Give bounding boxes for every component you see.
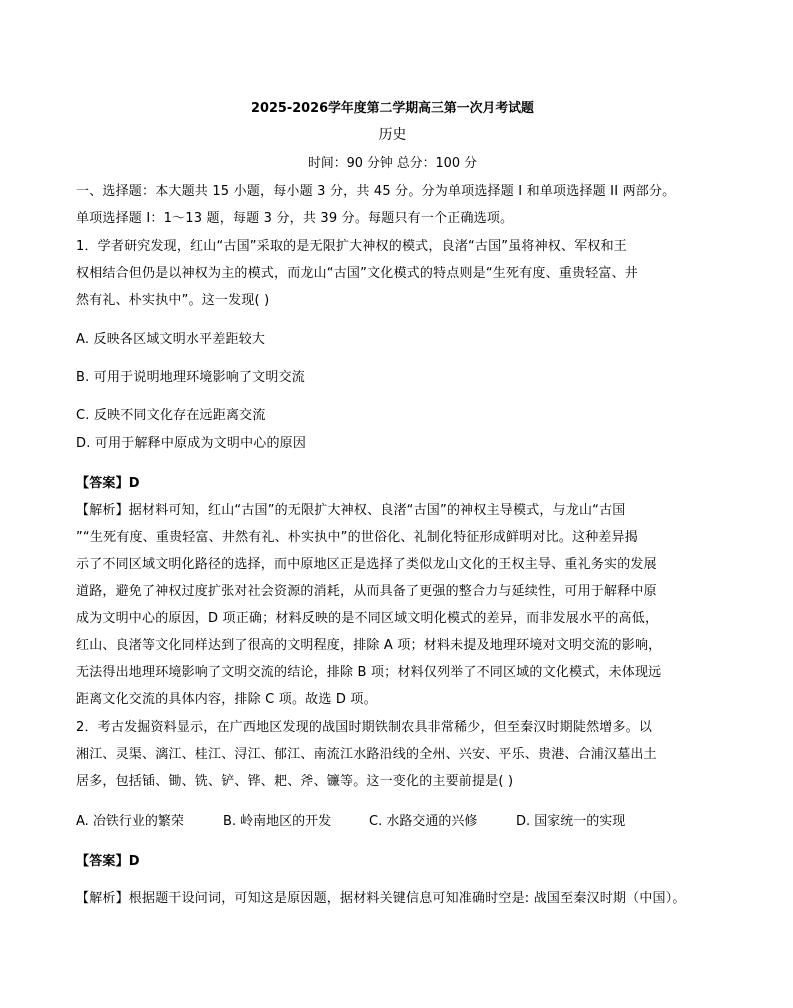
q2-stem-line: 居多，包括锸、锄、铣、铲、铧、耙、斧、镰等。这一变化的主要前提是( ): [76, 774, 514, 789]
q1-analysis-line: 【解析】据材料可知，红山“古国”的无限扩大神权、良渚“古国”的神权主导模式，与龙山“古国: [76, 503, 626, 518]
q2-answer: 【答案】D: [76, 854, 140, 869]
q1-option-c: C. 反映不同文化存在远距离交流: [76, 408, 266, 423]
q2-option-b: B. 岭南地区的开发: [223, 814, 332, 829]
q2-option-a: A. 冶铁行业的繁荣: [76, 814, 184, 829]
q1-analysis-line: 示了不同区域文明化路径的选择，而中原地区正是选择了类似龙山文化的王权主导、重礼务实的发展: [76, 557, 657, 572]
q2-stem-line: 湘江、灵渠、漓江、桂江、浔江、郁江、南流江水路沿线的全州、兴安、平乐、贵港、合浦汉墓出土: [76, 747, 657, 762]
q1-stem-line: 然有礼、朴实执中”。这一发现( ): [76, 293, 270, 308]
q1-stem-line: 权相结合但仍是以神权为主的模式，而龙山“古国”文化模式的特点则是“生死有度、重贵轻富、井: [76, 266, 639, 281]
q1-option-d: D. 可用于解释中原成为文明中心的原因: [76, 436, 307, 451]
q1-option-b: B. 可用于说明地理环境影响了文明交流: [76, 370, 305, 385]
exam-title: 2025-2026学年度第二学期高三第一次月考试题: [251, 101, 534, 116]
q2-analysis-line: 【解析】根据题干设问词，可知这是原因题，据材料关键信息可知准确时空是: 战国至秦汉时期（中国）。: [76, 891, 686, 906]
q2-stem-line: 2．考古发掘资料显示，在广西地区发现的战国时期铁制农具非常稀少，但至秦汉时期陡然增多。以: [76, 720, 653, 735]
q2-option-c: C. 水路交通的兴修: [369, 814, 478, 829]
q1-analysis-line: 距离文化交流的具体内容，排除 C 项。故选 D 项。: [76, 692, 377, 707]
q1-analysis-line: ”“生死有度、重贵轻富、井然有礼、朴实执中”的世俗化、礼制化特征形成鲜明对比。这种差异揭: [76, 530, 639, 545]
time-info: 时间：90 分钟 总分：100 分: [307, 156, 478, 171]
q2-option-d: D. 国家统一的实现: [516, 814, 626, 829]
q1-answer: 【答案】D: [76, 476, 140, 491]
q1-analysis-line: 红山、良渚等文化同样达到了很高的文明程度，排除 A 项；材料未提及地理环境对文明交流的影响，: [76, 638, 662, 653]
section-heading: 一、选择题：本大题共 15 小题，每小题 3 分，共 45 分。分为单项选择题 I 和单项选择题 II 两部分。: [76, 184, 676, 199]
q1-stem-line: 1．学者研究发现，红山“古国”采取的是无限扩大神权的模式，良渚“古国”虽将神权、军权和王: [76, 239, 628, 254]
q1-analysis-line: 无法得出地理环境影响了文明交流的结论，排除 B 项；材料仅列举了不同区域的文化模式，未体现远: [76, 665, 662, 680]
q1-analysis-line: 道路，避免了神权过度扩张对社会资源的消耗，从而具备了更强的整合力与延续性，可用于解释中原: [76, 584, 657, 599]
q1-analysis-line: 成为文明中心的原因，D 项正确；材料反映的是不同区域文明化模式的差异，而非发展水平的高低，: [76, 611, 659, 626]
section-subheading: 单项选择题 I：1～13 题，每题 3 分，共 39 分。每题只有一个正确选项。: [76, 211, 514, 226]
subject-title: 历史: [378, 127, 407, 143]
q1-option-a: A. 反映各区域文明水平差距较大: [76, 332, 266, 347]
